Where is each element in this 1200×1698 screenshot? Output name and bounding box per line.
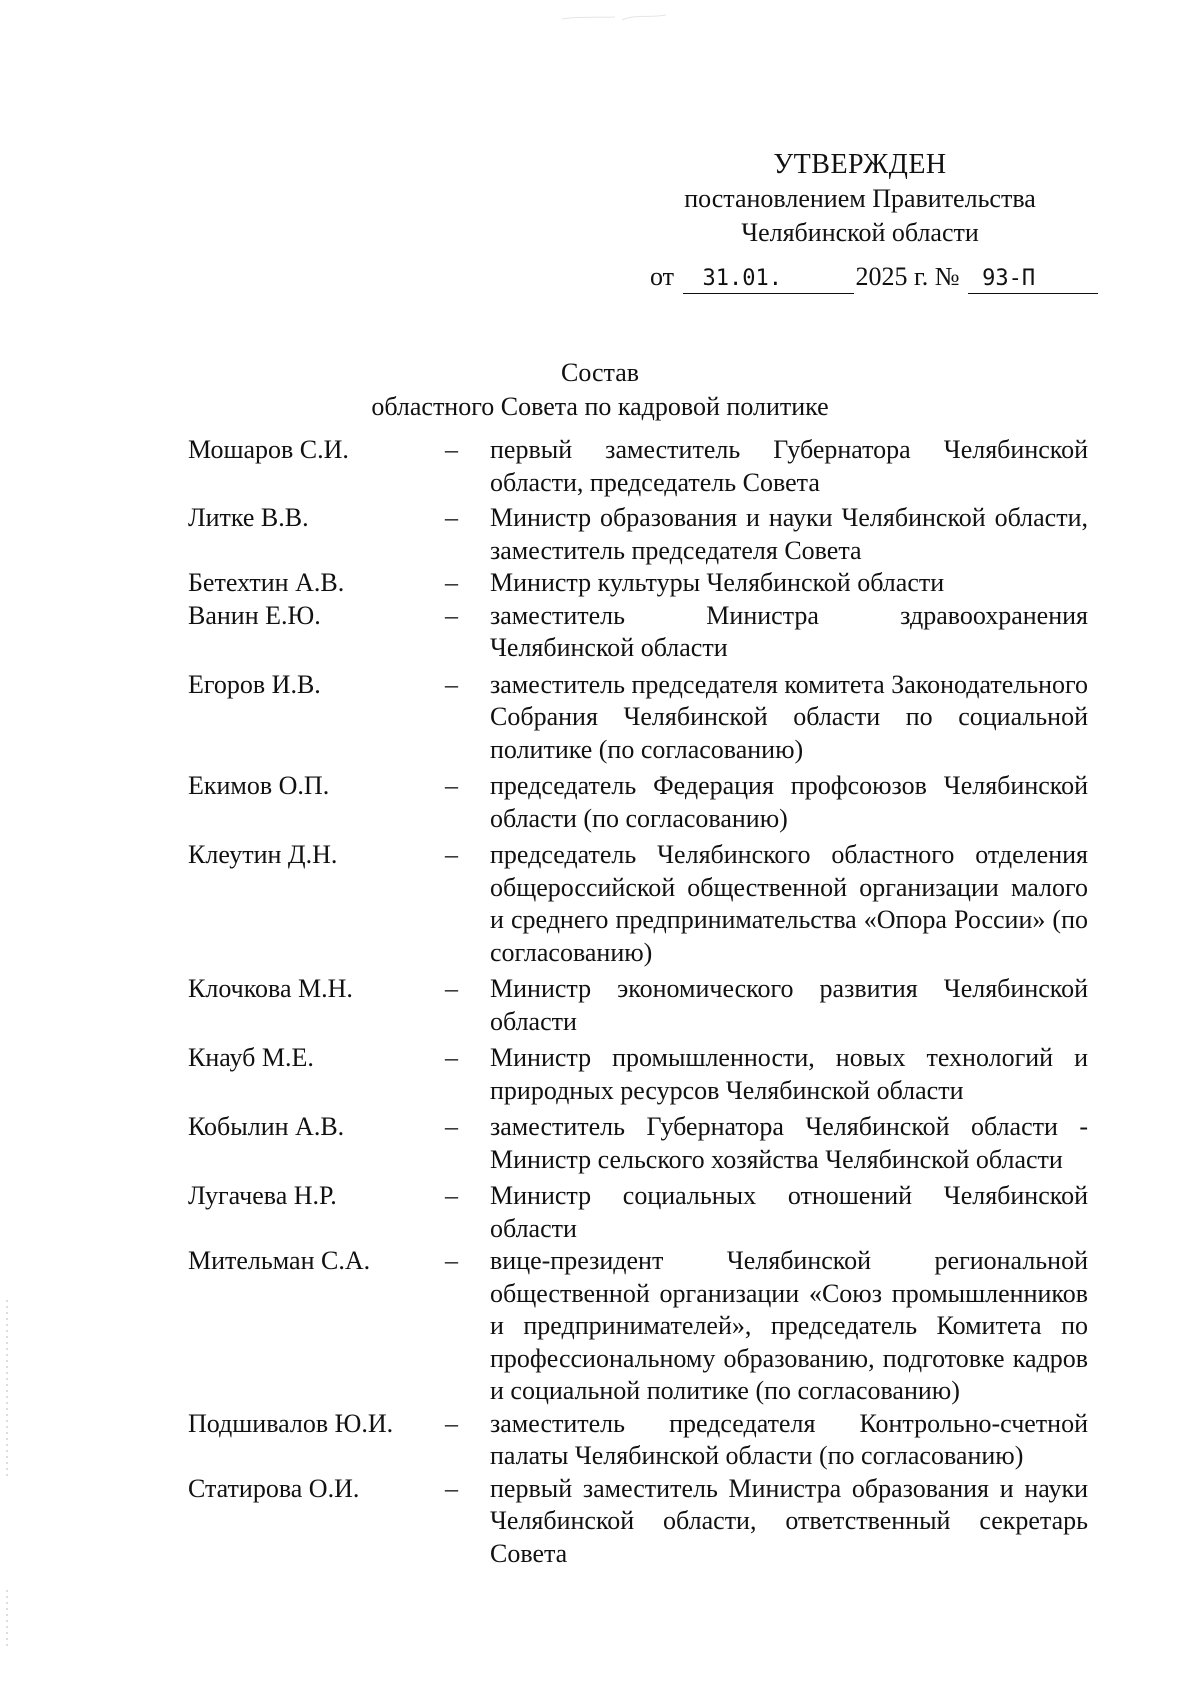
member-role: Министр образования и науки Челябинской области, заместитель председателя Совета <box>490 503 1088 565</box>
member-row <box>188 1473 1088 1571</box>
member-dash: – <box>445 1181 458 1210</box>
year-number-label: 2025 г. № <box>855 262 960 291</box>
heading-title: Состав <box>560 358 640 387</box>
member-row <box>188 1111 1088 1176</box>
member-row <box>188 839 1088 969</box>
member-dash: – <box>445 974 458 1003</box>
date-field: 31.01. <box>683 265 854 294</box>
scan-edge-noise <box>6 1300 8 1480</box>
member-name: Ванин Е.Ю. <box>188 600 321 630</box>
heading-subtitle: областного Совета по кадровой политике <box>371 392 829 421</box>
member-row <box>188 600 1088 665</box>
member-name: Лугачева Н.Р. <box>188 1181 337 1210</box>
member-name: Екимов О.П. <box>188 771 330 800</box>
member-name: Мительман С.А. <box>188 1246 371 1275</box>
approval-block <box>640 148 1080 250</box>
document-number-field: 93-П <box>968 265 1098 294</box>
approval-title: УТВЕРЖДЕН <box>773 149 947 180</box>
member-name: Бетехтин А.В. <box>188 568 345 597</box>
approval-line-2: Челябинской области <box>741 218 979 247</box>
member-name: Клеутин Д.Н. <box>188 840 338 869</box>
member-row <box>188 1042 1088 1107</box>
date-prefix: от <box>650 262 675 291</box>
member-name: Клочкова М.Н. <box>188 974 353 1003</box>
member-dash: – <box>445 1408 458 1438</box>
member-dash: – <box>445 771 458 800</box>
member-name: Статирова О.И. <box>188 1473 360 1503</box>
member-role: заместитель Губернатора Челябинской области - Министр сельского хозяйства Челябинской области <box>490 1112 1088 1174</box>
member-role: заместитель Министра здравоохранения Челябинской области <box>490 600 1088 662</box>
member-name: Литке В.В. <box>188 503 309 532</box>
member-role: Министр социальных отношений Челябинской области <box>490 1181 1088 1243</box>
member-dash: – <box>445 840 458 869</box>
member-row <box>188 1180 1088 1245</box>
member-dash: – <box>445 1246 458 1275</box>
member-dash: – <box>445 1112 458 1141</box>
member-dash: – <box>445 568 458 597</box>
member-row <box>188 1245 1088 1408</box>
scan-artifact <box>560 12 670 22</box>
member-dash: – <box>445 503 458 532</box>
member-row <box>188 502 1088 567</box>
approval-line-1: постановлением Правительства <box>684 184 1036 213</box>
member-row <box>188 434 1088 499</box>
member-row <box>188 669 1088 767</box>
member-row <box>188 770 1088 835</box>
member-dash: – <box>445 600 458 630</box>
approval-date-line <box>650 262 1100 294</box>
member-role: Министр экономического развития Челябинской области <box>490 974 1088 1036</box>
member-row <box>188 973 1088 1038</box>
member-role: Министр промышленности, новых технологий и природных ресурсов Челябинской области <box>490 1043 1088 1105</box>
member-name: Подшивалов Ю.И. <box>188 1408 394 1438</box>
member-dash: – <box>445 435 458 464</box>
member-dash: – <box>445 1473 458 1503</box>
member-name: Егоров И.В. <box>188 669 321 699</box>
member-role: первый заместитель Министра образования и науки Челябинской области, ответственный секретарь Совета <box>490 1473 1088 1568</box>
member-role: заместитель председателя Контрольно-счетной палаты Челябинской области (по согласованию) <box>490 1408 1088 1470</box>
member-name: Мошаров С.И. <box>188 435 349 464</box>
member-name: Кнауб М.Е. <box>188 1043 314 1072</box>
scan-edge-noise <box>6 1590 8 1650</box>
member-role: председатель Челябинского областного отделения общероссийской общественной организации малого и среднего предпринимательства «Опора России» (по согласованию) <box>490 840 1088 967</box>
member-name: Кобылин А.В. <box>188 1112 345 1141</box>
member-role: вице-президент Челябинской региональной общественной организации «Союз промышленников и предпринимателей», председатель Комитета по профессиональному образованию, подготовке кадров и социальной политике (по согласованию) <box>490 1246 1088 1405</box>
member-row <box>188 567 1088 600</box>
member-dash: – <box>445 1043 458 1072</box>
member-row <box>188 1408 1088 1473</box>
member-role: Министр культуры Челябинской области <box>490 568 945 597</box>
member-role: первый заместитель Губернатора Челябинской области, председатель Совета <box>490 435 1088 497</box>
member-role: председатель Федерация профсоюзов Челябинской области (по согласованию) <box>490 771 1088 833</box>
members-list <box>188 434 1088 1570</box>
member-role: заместитель председателя комитета Законодательного Собрания Челябинской области по социальной политике (по согласованию) <box>490 669 1088 764</box>
document-heading <box>300 356 900 424</box>
member-dash: – <box>445 669 458 699</box>
